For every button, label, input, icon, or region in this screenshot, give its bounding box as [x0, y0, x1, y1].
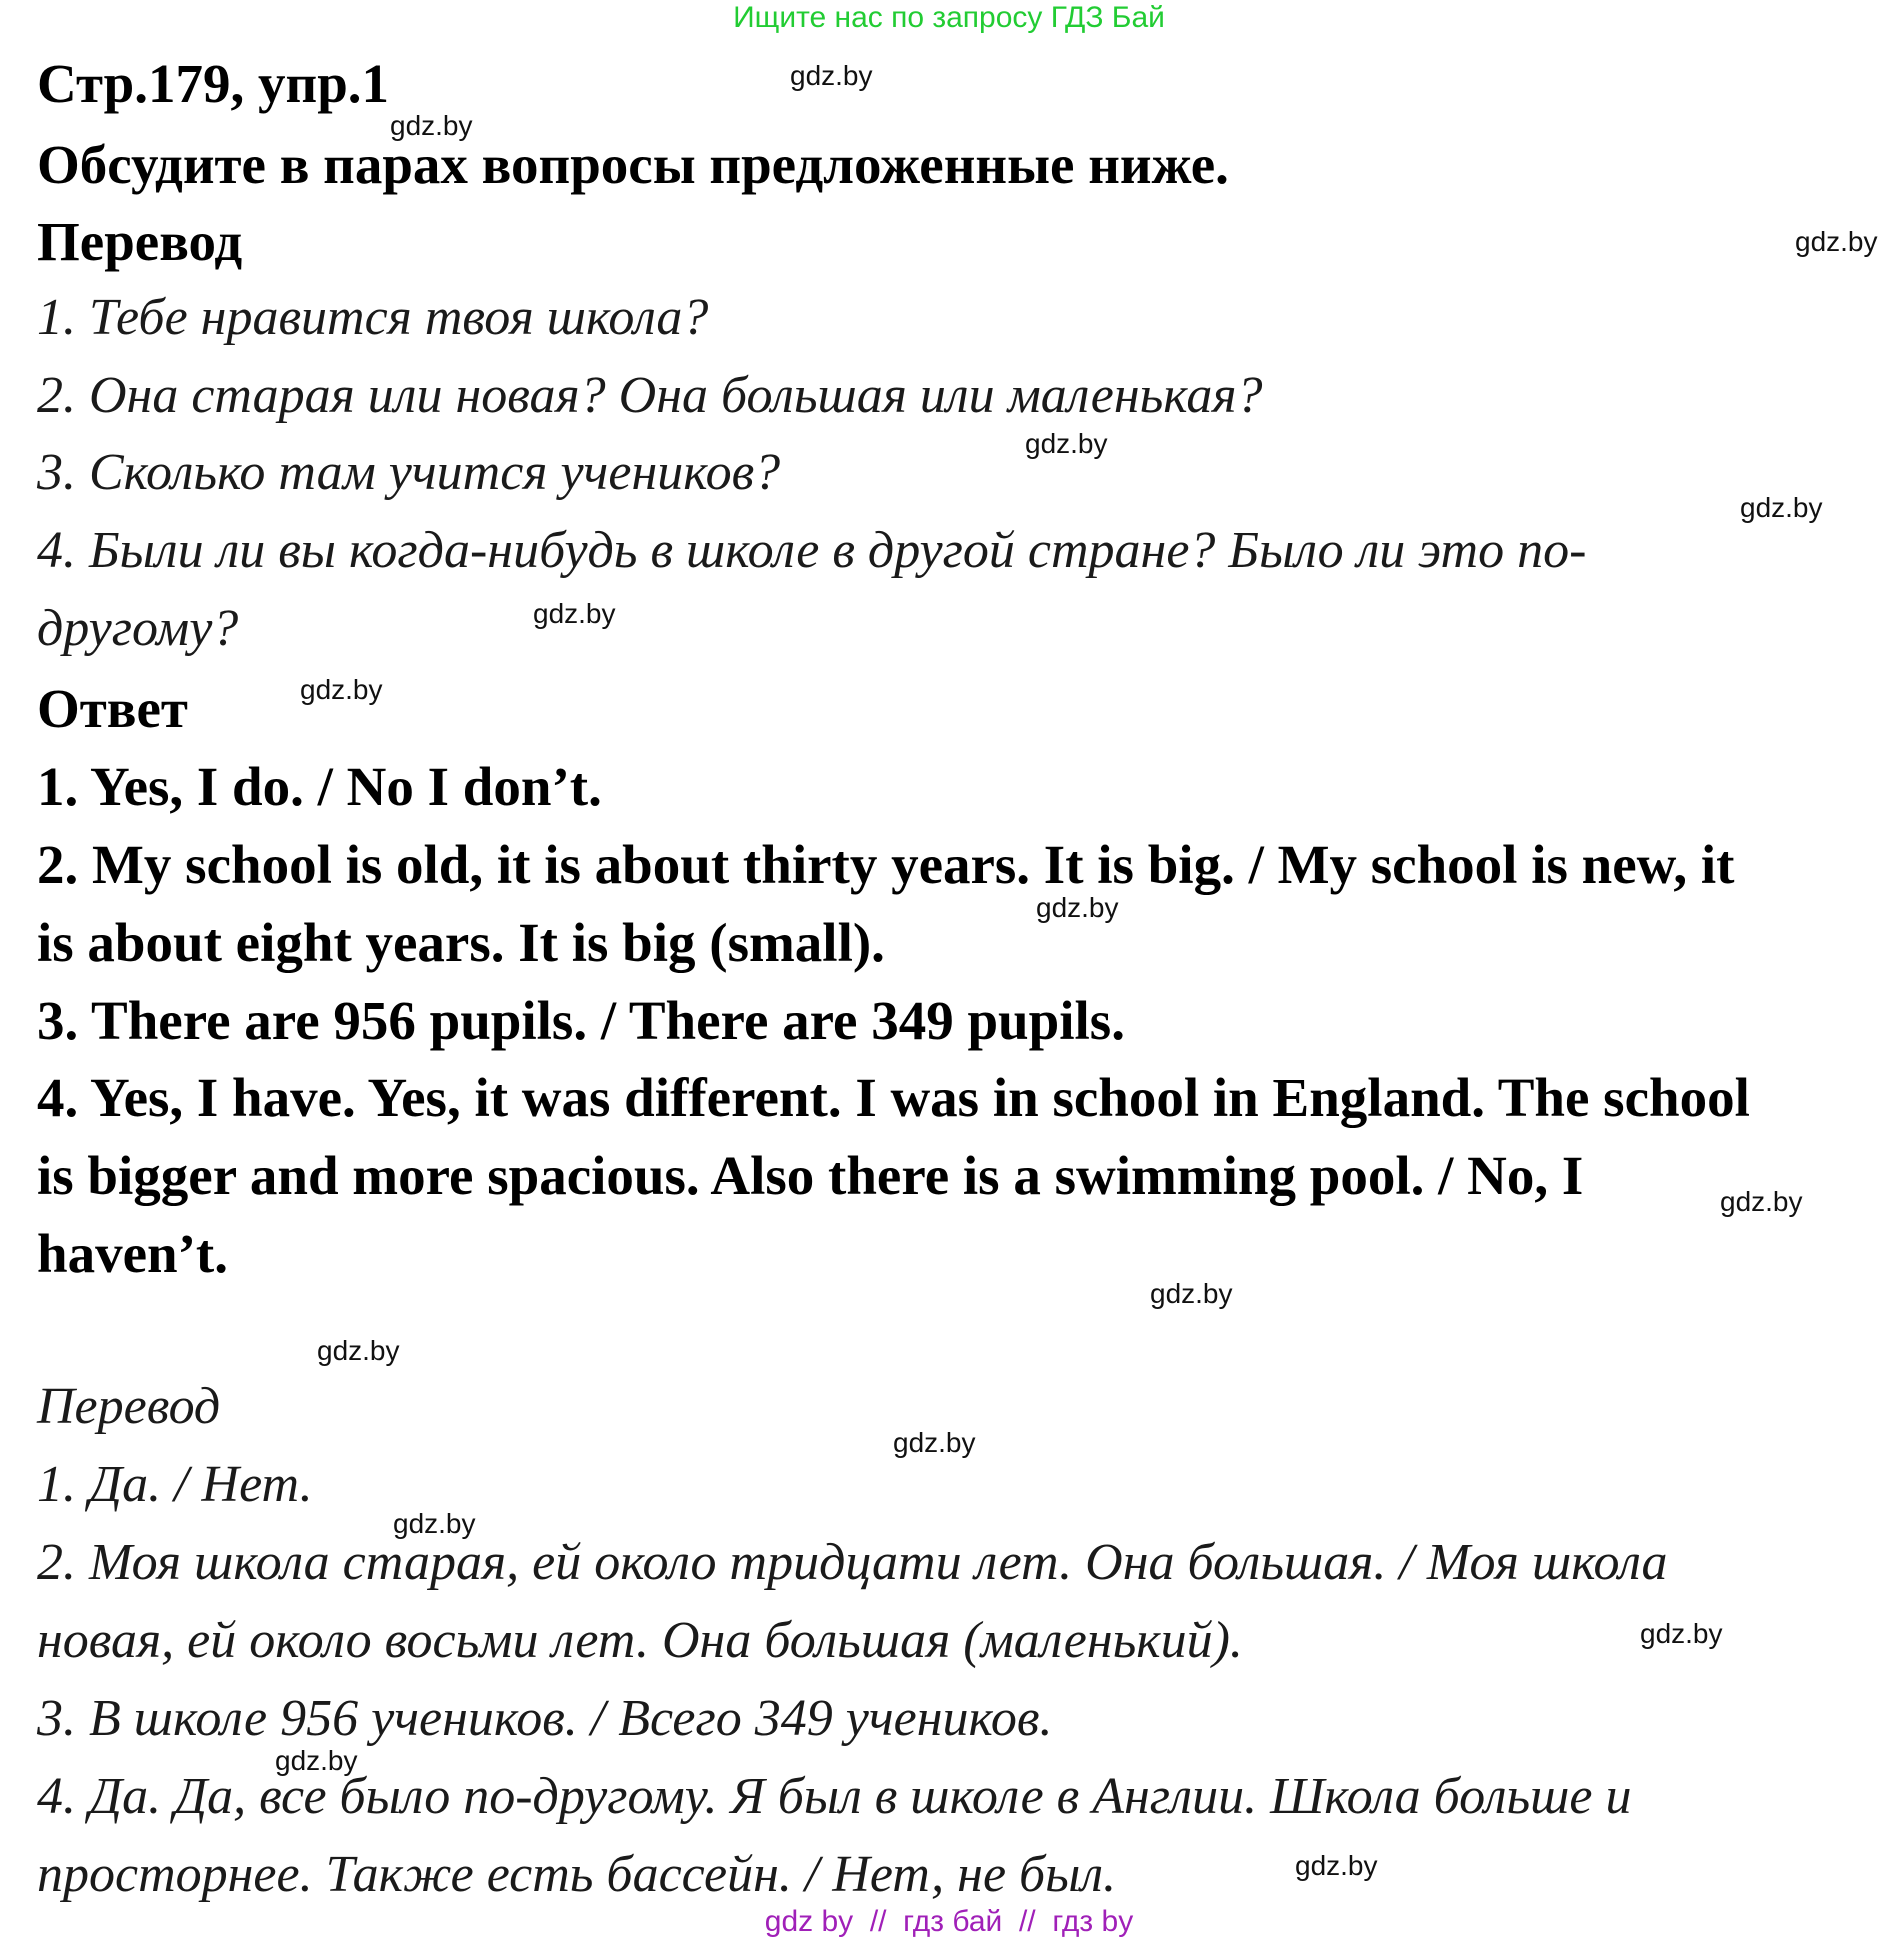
answer-heading: Ответ	[37, 678, 188, 739]
watermark: gdz.by	[300, 674, 383, 705]
answer-line: is bigger and more spacious. Also there is a swimming pool. / No, I	[37, 1145, 1584, 1206]
question-line: 2. Она старая или новая? Она большая или маленькая?	[37, 367, 1263, 424]
answer-translation-heading: Перевод	[37, 1378, 221, 1435]
watermark: gdz.by	[1025, 428, 1108, 459]
watermark: gdz.by	[1740, 492, 1823, 523]
answer-line: 2. My school is old, it is about thirty years. It is big. / My school is new, it	[37, 834, 1735, 895]
footer-links[interactable]: gdz by // гдз бай // гдз by	[764, 1905, 1134, 1938]
answer-translation-line: 2. Моя школа старая, ей около тридцати лет. Она большая. / Моя школа	[37, 1534, 1668, 1591]
watermark: gdz.by	[790, 60, 873, 91]
answer-line: haven’t.	[37, 1223, 228, 1284]
answer-translation-line: 3. В школе 956 учеников. / Всего 349 учеников.	[37, 1690, 1053, 1747]
watermark: gdz.by	[275, 1745, 358, 1776]
watermark: gdz.by	[390, 110, 473, 141]
watermark: gdz.by	[1295, 1850, 1378, 1881]
answer-translation-line: просторнее. Также есть бассейн. / Нет, не был.	[37, 1846, 1117, 1903]
question-line: 4. Были ли вы когда-нибудь в школе в другой стране? Было ли это по-	[37, 522, 1587, 579]
watermark: gdz.by	[1720, 1186, 1803, 1217]
watermark: gdz.by	[1640, 1618, 1723, 1649]
answer-line: 3. There are 956 pupils. / There are 349 pupils.	[37, 990, 1125, 1051]
question-line: 1. Тебе нравится твоя школа?	[37, 289, 709, 346]
watermark: gdz.by	[1795, 226, 1878, 257]
watermark: gdz.by	[1150, 1278, 1233, 1309]
question-line: 3. Сколько там учится учеников?	[37, 444, 781, 501]
translation-heading: Перевод	[37, 211, 243, 272]
watermark: gdz.by	[533, 598, 616, 629]
answer-translation-line: 4. Да. Да, все было по-другому. Я был в школе в Англии. Школа больше и	[37, 1768, 1632, 1825]
answer-line: is about eight years. It is big (small).	[37, 912, 885, 973]
answer-translation-line: новая, ей около восьми лет. Она большая (маленький).	[37, 1612, 1243, 1669]
answer-translation-line: 1. Да. / Нет.	[37, 1456, 313, 1513]
watermark: gdz.by	[893, 1427, 976, 1458]
exercise-instruction: Обсудите в парах вопросы предложенные ниже.	[37, 134, 1229, 195]
watermark: gdz.by	[393, 1508, 476, 1539]
answer-line: 4. Yes, I have. Yes, it was different. I was in school in England. The school	[37, 1067, 1750, 1128]
question-line: другому?	[37, 600, 239, 657]
search-promo-banner[interactable]: Ищите нас по запросу ГДЗ Бай	[733, 1, 1165, 34]
watermark: gdz.by	[1036, 892, 1119, 923]
answer-line: 1. Yes, I do. / No I don’t.	[37, 756, 602, 817]
page-exercise-title: Стр.179, упр.1	[37, 53, 390, 114]
watermark: gdz.by	[317, 1335, 400, 1366]
